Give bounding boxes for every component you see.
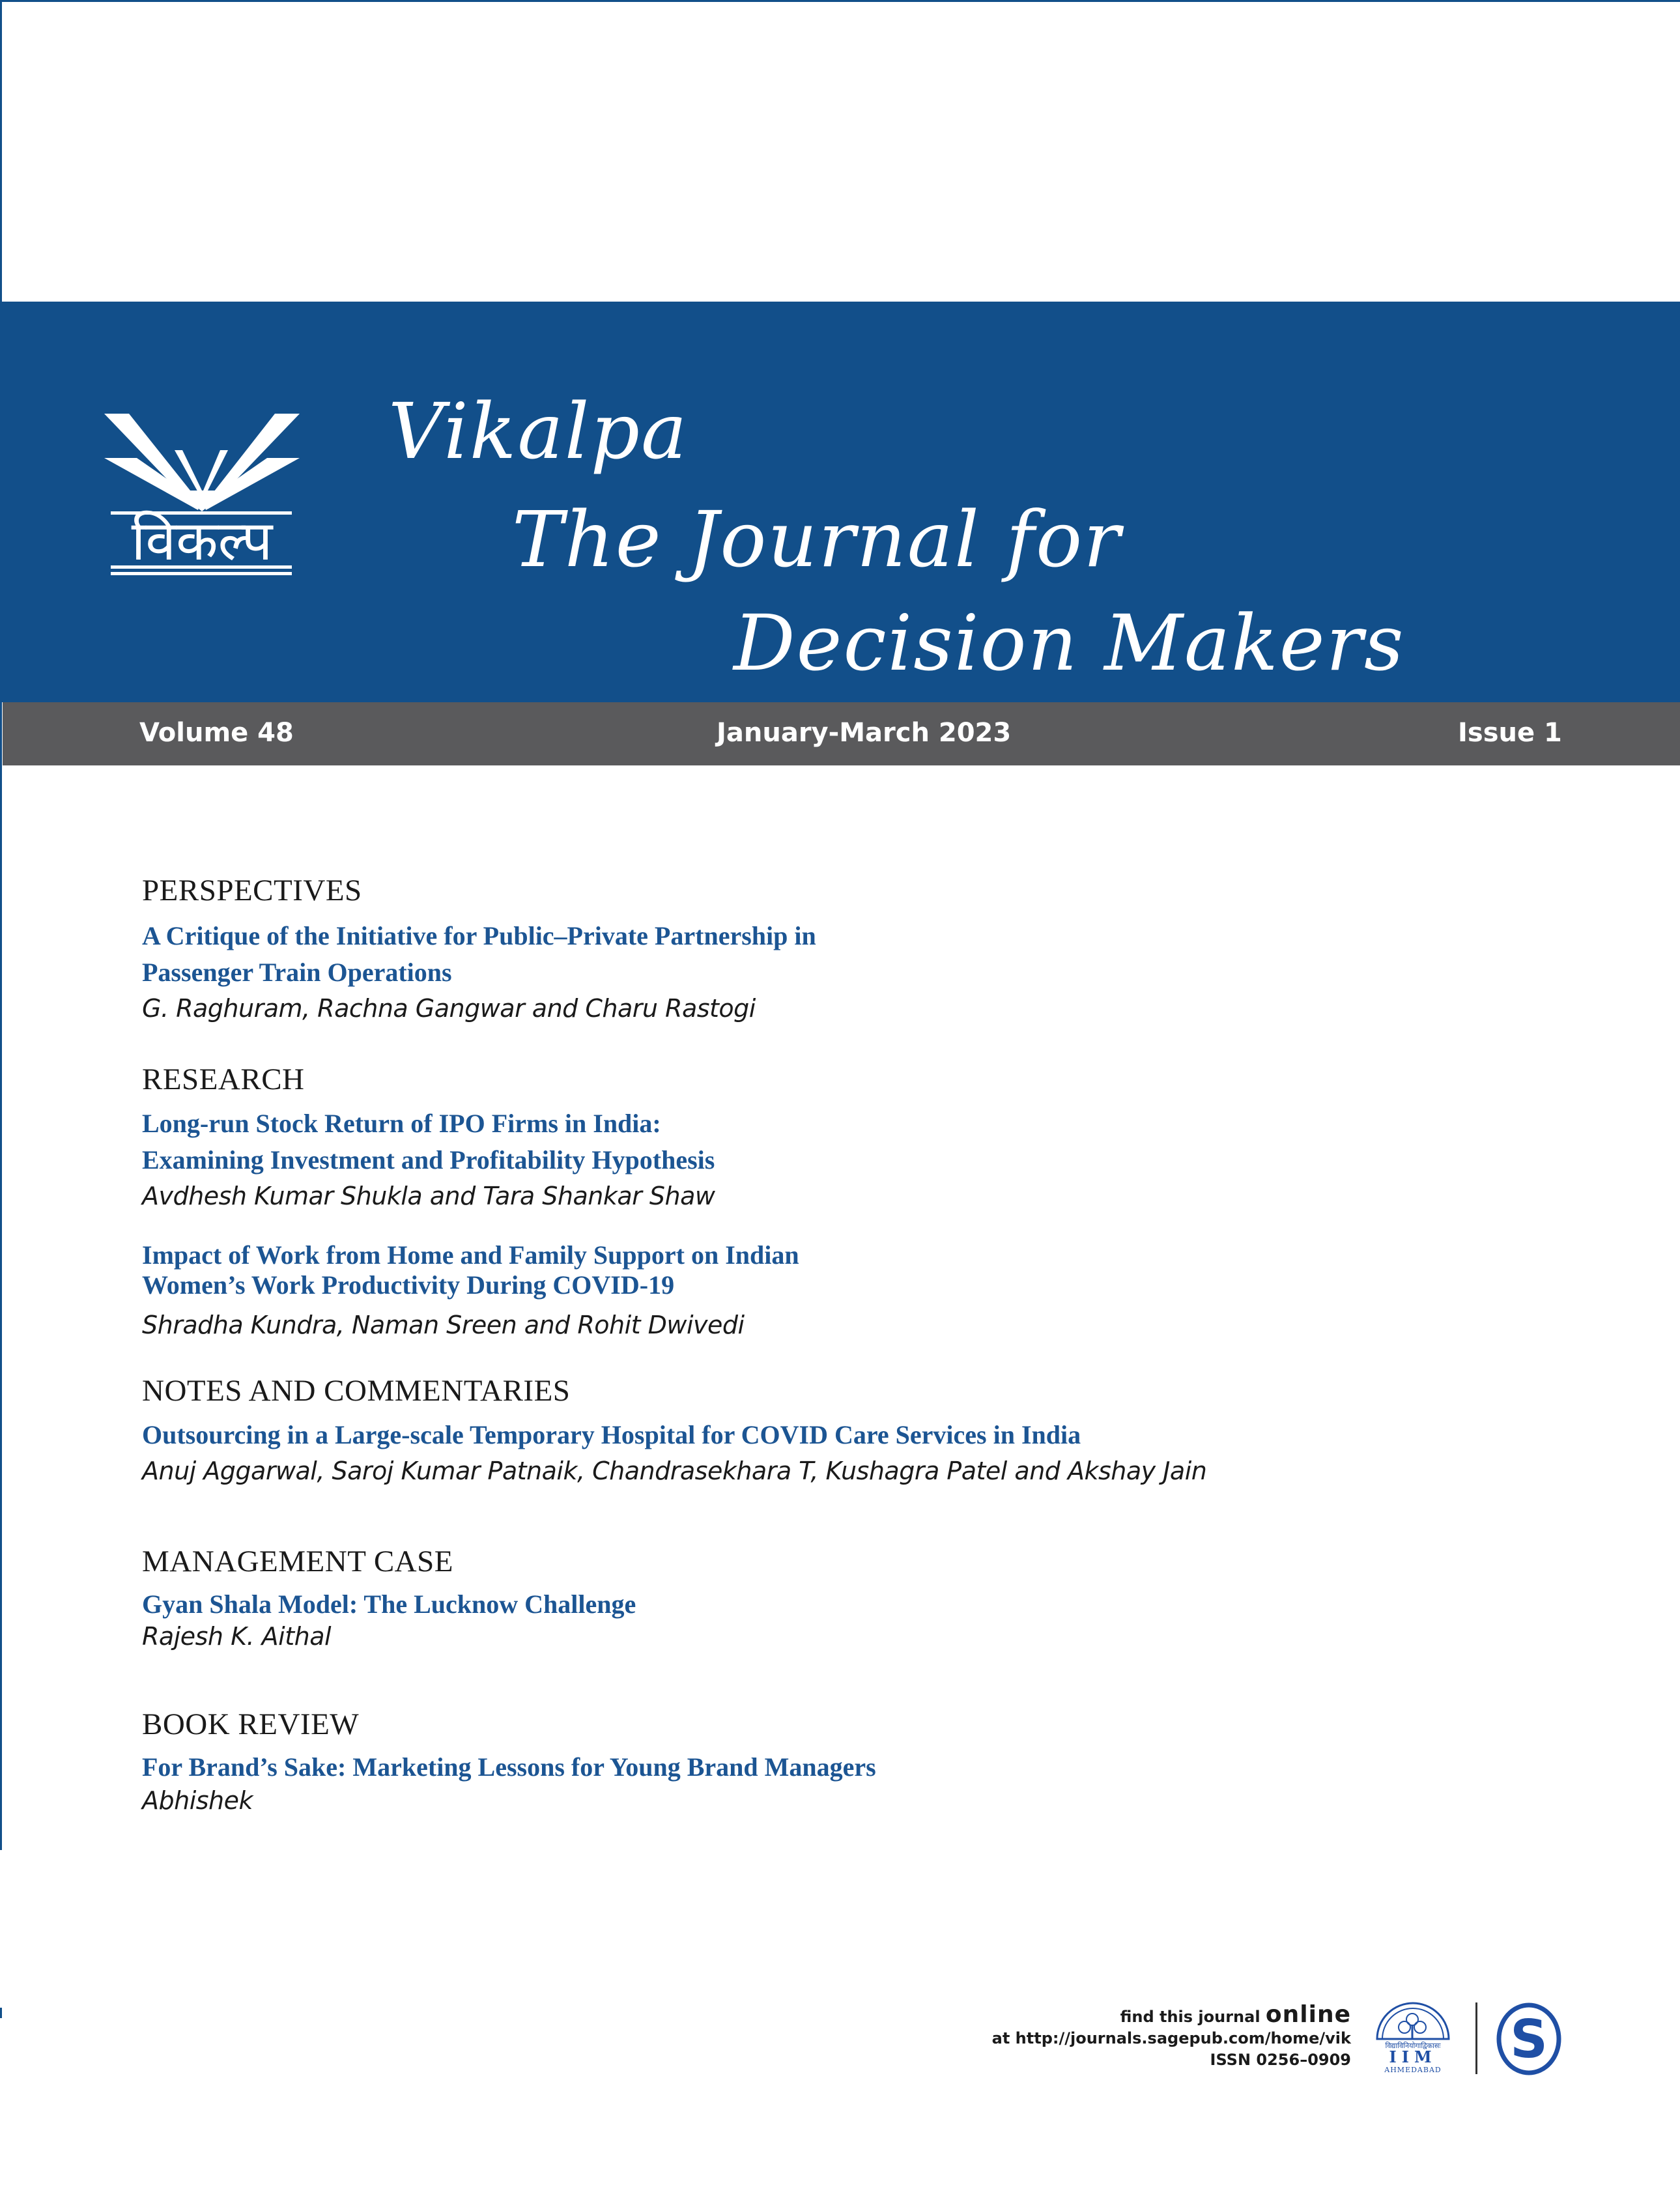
left-tick-mark [0,2008,2,2018]
article-title[interactable]: Long-run Stock Return of IPO Firms in India: [142,1109,661,1138]
iim-ahmedabad-logo-icon [1373,1999,1453,2074]
article-title[interactable]: Women’s Work Productivity During COVID-19 [142,1270,675,1300]
journal-subtitle-line-2: Decision Makers [733,598,1405,688]
article-authors: Shradha Kundra, Naman Sreen and Rohit Dwivedi [142,1311,745,1339]
article-authors: Avdhesh Kumar Shukla and Tara Shankar Shaw [142,1182,715,1210]
article-authors: G. Raghuram, Rachna Gangwar and Charu Rastogi [142,994,756,1023]
svg-text:S: S [1510,2009,1548,2070]
issue-number: Issue 1 [1458,718,1562,748]
svg-text:विद्याविनियोगाद्विकासः: विद्याविनियोगाद्विकासः [1385,2042,1441,2050]
section-heading-perspectives: PERSPECTIVES [142,874,362,907]
left-border [0,0,2,1850]
svg-text:IIM: IIM [1389,2047,1437,2066]
article-title[interactable]: Gyan Shala Model: The Lucknow Challenge [142,1589,636,1619]
article-title[interactable]: Examining Investment and Profitability Hypothesis [142,1145,715,1175]
article-title[interactable]: A Critique of the Initiative for Public–Private Partnership in [142,921,816,950]
svg-text:विकल्प: विकल्प [131,509,273,573]
section-heading-notes-and-commentaries: NOTES AND COMMENTARIES [142,1374,571,1408]
article-title[interactable]: For Brand’s Sake: Marketing Lessons for Young Brand Managers [142,1752,876,1782]
logo-divider [1475,2002,1477,2074]
svg-text:AHMEDABAD: AHMEDABAD [1384,2066,1442,2074]
journal-name: Vikalpa [388,386,689,476]
article-authors: Rajesh K. Aithal [142,1622,332,1651]
article-title[interactable]: Outsourcing in a Large-scale Temporary Hospital for COVID Care Services in India [142,1420,1081,1449]
journal-subtitle-line-1: The Journal for [512,494,1122,584]
article-title[interactable]: Impact of Work from Home and Family Support on Indian [142,1240,799,1270]
sage-logo-icon [1496,2002,1561,2075]
online-access-info [991,2001,1351,2071]
article-authors: Anuj Aggarwal, Saroj Kumar Patnaik, Chandrasekhara T, Kushagra Patel and Akshay Jain [142,1457,1207,1485]
find-online-line: find this journal online [1120,2001,1351,2028]
section-heading-book-review: BOOK REVIEW [142,1707,360,1741]
volume-label: Volume 48 [139,718,294,748]
article-authors: Abhishek [142,1786,253,1815]
vikalpa-logo-icon [98,399,306,582]
issue-info-bar [3,702,1680,765]
issue-period: January-March 2023 [717,718,1012,748]
journal-url[interactable]: at http://journals.sagepub.com/home/vik [991,2029,1351,2047]
section-heading-research: RESEARCH [142,1062,305,1096]
issn: ISSN 0256–0909 [1210,2051,1351,2069]
top-border [0,0,1680,2]
masthead [0,302,1680,702]
article-title[interactable]: Passenger Train Operations [142,958,452,987]
section-heading-management-case: MANAGEMENT CASE [142,1545,453,1578]
